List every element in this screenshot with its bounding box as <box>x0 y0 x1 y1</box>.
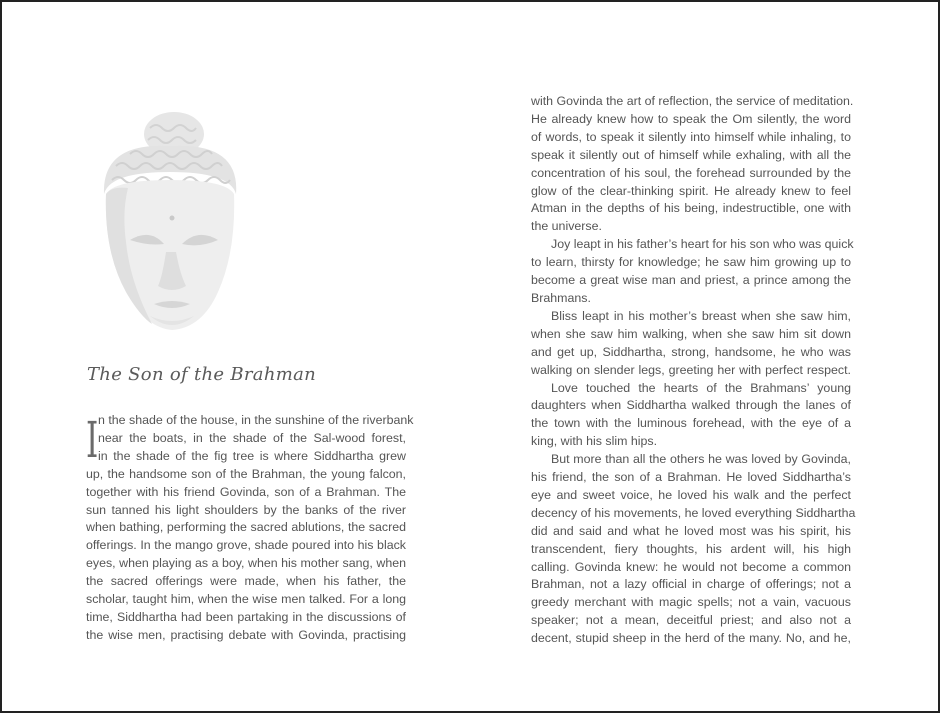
text-line: sun tanned his light shoulders by the banks of the river <box>86 502 406 517</box>
text-line: speak it silently out of himself while exhaling, with all the <box>531 147 851 162</box>
text-line: together with his friend Govinda, son of a Brahman. The <box>86 484 406 499</box>
text-line: speaker; not a mean, deceitful priest; and also not a <box>531 613 851 628</box>
text-line: in the shade of the fig tree is where Siddhartha grew <box>98 448 406 463</box>
text-line: and get up, Siddhartha, strong, handsome, he who was <box>531 344 851 359</box>
text-line: the wise men, practising debate with Govinda, practising <box>86 627 406 642</box>
paragraph <box>531 451 856 648</box>
text-line: when bathing, performing the sacred ablutions, the sacred <box>86 520 406 535</box>
paragraph <box>531 308 851 380</box>
right-page-text <box>531 93 856 648</box>
two-page-spread <box>2 2 938 711</box>
paragraph <box>531 380 851 452</box>
paragraph <box>531 236 854 308</box>
text-line: decent, stupid sheep in the herd of the many. No, and he, <box>531 631 851 646</box>
text-line: with Govinda the art of reflection, the service of meditation. <box>531 94 854 108</box>
text-line: did and said and what he loved most was his spirit, his <box>531 523 851 538</box>
chapter-title: The Son of the Brahman <box>87 364 317 385</box>
text-line: calling. Govinda knew: he would not become a common <box>531 559 851 574</box>
drop-cap: I <box>86 411 99 469</box>
text-line: n the shade of the house, in the sunshine of the riverbank <box>98 413 414 427</box>
text-line: concentration of his soul, the forehead surrounded by the <box>531 165 851 180</box>
text-line: up, the handsome son of the Brahman, the young falcon, <box>86 466 406 481</box>
text-line: But more than all the others he was loved by Govinda, <box>551 452 851 467</box>
text-line: eyes, when playing as a boy, when his mother sang, when <box>86 556 406 571</box>
text-line: greedy merchant with magic spells; not a vain, vacuous <box>531 595 851 610</box>
opening-paragraph <box>86 411 414 645</box>
text-line: transcendent, fiery thoughts, his ardent will, his high <box>531 541 851 556</box>
text-line: walking on slender legs, greeting her with perfect respect. <box>531 362 851 377</box>
text-line: near the boats, in the shade of the Sal-wood forest, <box>98 430 406 445</box>
text-line: to learn, thirsty for knowledge; he saw him growing up to <box>531 255 851 270</box>
text-line: become a great wise man and priest, a prince among the <box>531 273 851 288</box>
text-line: when she saw him walking, when she saw him sit down <box>531 326 851 341</box>
text-line: eye and sweet voice, he loved his walk and the perfect <box>531 487 851 502</box>
left-page-text <box>86 411 414 645</box>
text-line: the sacred offerings were made, when his father, the <box>86 574 406 589</box>
text-line: the universe. <box>531 219 602 234</box>
text-line: Brahmans. <box>531 290 591 305</box>
text-line: scholar, taught him, when the wise men talked. For a long <box>86 592 406 607</box>
text-line: king, with his slim hips. <box>531 434 658 449</box>
text-line: Bliss leapt in his mother’s breast when she saw him, <box>551 308 851 323</box>
text-line: offerings. In the mango grove, shade poured into his black <box>86 538 406 553</box>
text-line: daughters when Siddhartha walked through the lanes of <box>531 398 851 413</box>
text-line: his friend, the son of a Brahman. He loved Siddhartha’s <box>531 470 851 485</box>
text-line: Brahman, not a lazy official in charge of offerings; not a <box>531 577 851 592</box>
text-line: Atman in the depths of his being, indestructible, one with <box>531 201 851 216</box>
text-line: time, Siddhartha had been partaking in the discussions of <box>86 609 406 624</box>
text-line: the town with the luminous forehead, with the eye of a <box>531 416 851 431</box>
text-line: He already knew how to speak the Om silently, the word <box>531 111 851 126</box>
text-line: glow of the clear-thinking spirit. He already knew to feel <box>531 183 851 198</box>
text-line: Joy leapt in his father’s heart for his son who was quick <box>551 237 854 252</box>
text-line: Love touched the hearts of the Brahmans’ young <box>551 380 851 395</box>
paragraph <box>531 93 854 236</box>
text-line: of words, to speak it silently into himself while inhaling, to <box>531 129 851 144</box>
buddha-head-icon <box>90 102 250 342</box>
text-line: decency of his movements, he loved everything Siddhartha <box>531 505 856 520</box>
